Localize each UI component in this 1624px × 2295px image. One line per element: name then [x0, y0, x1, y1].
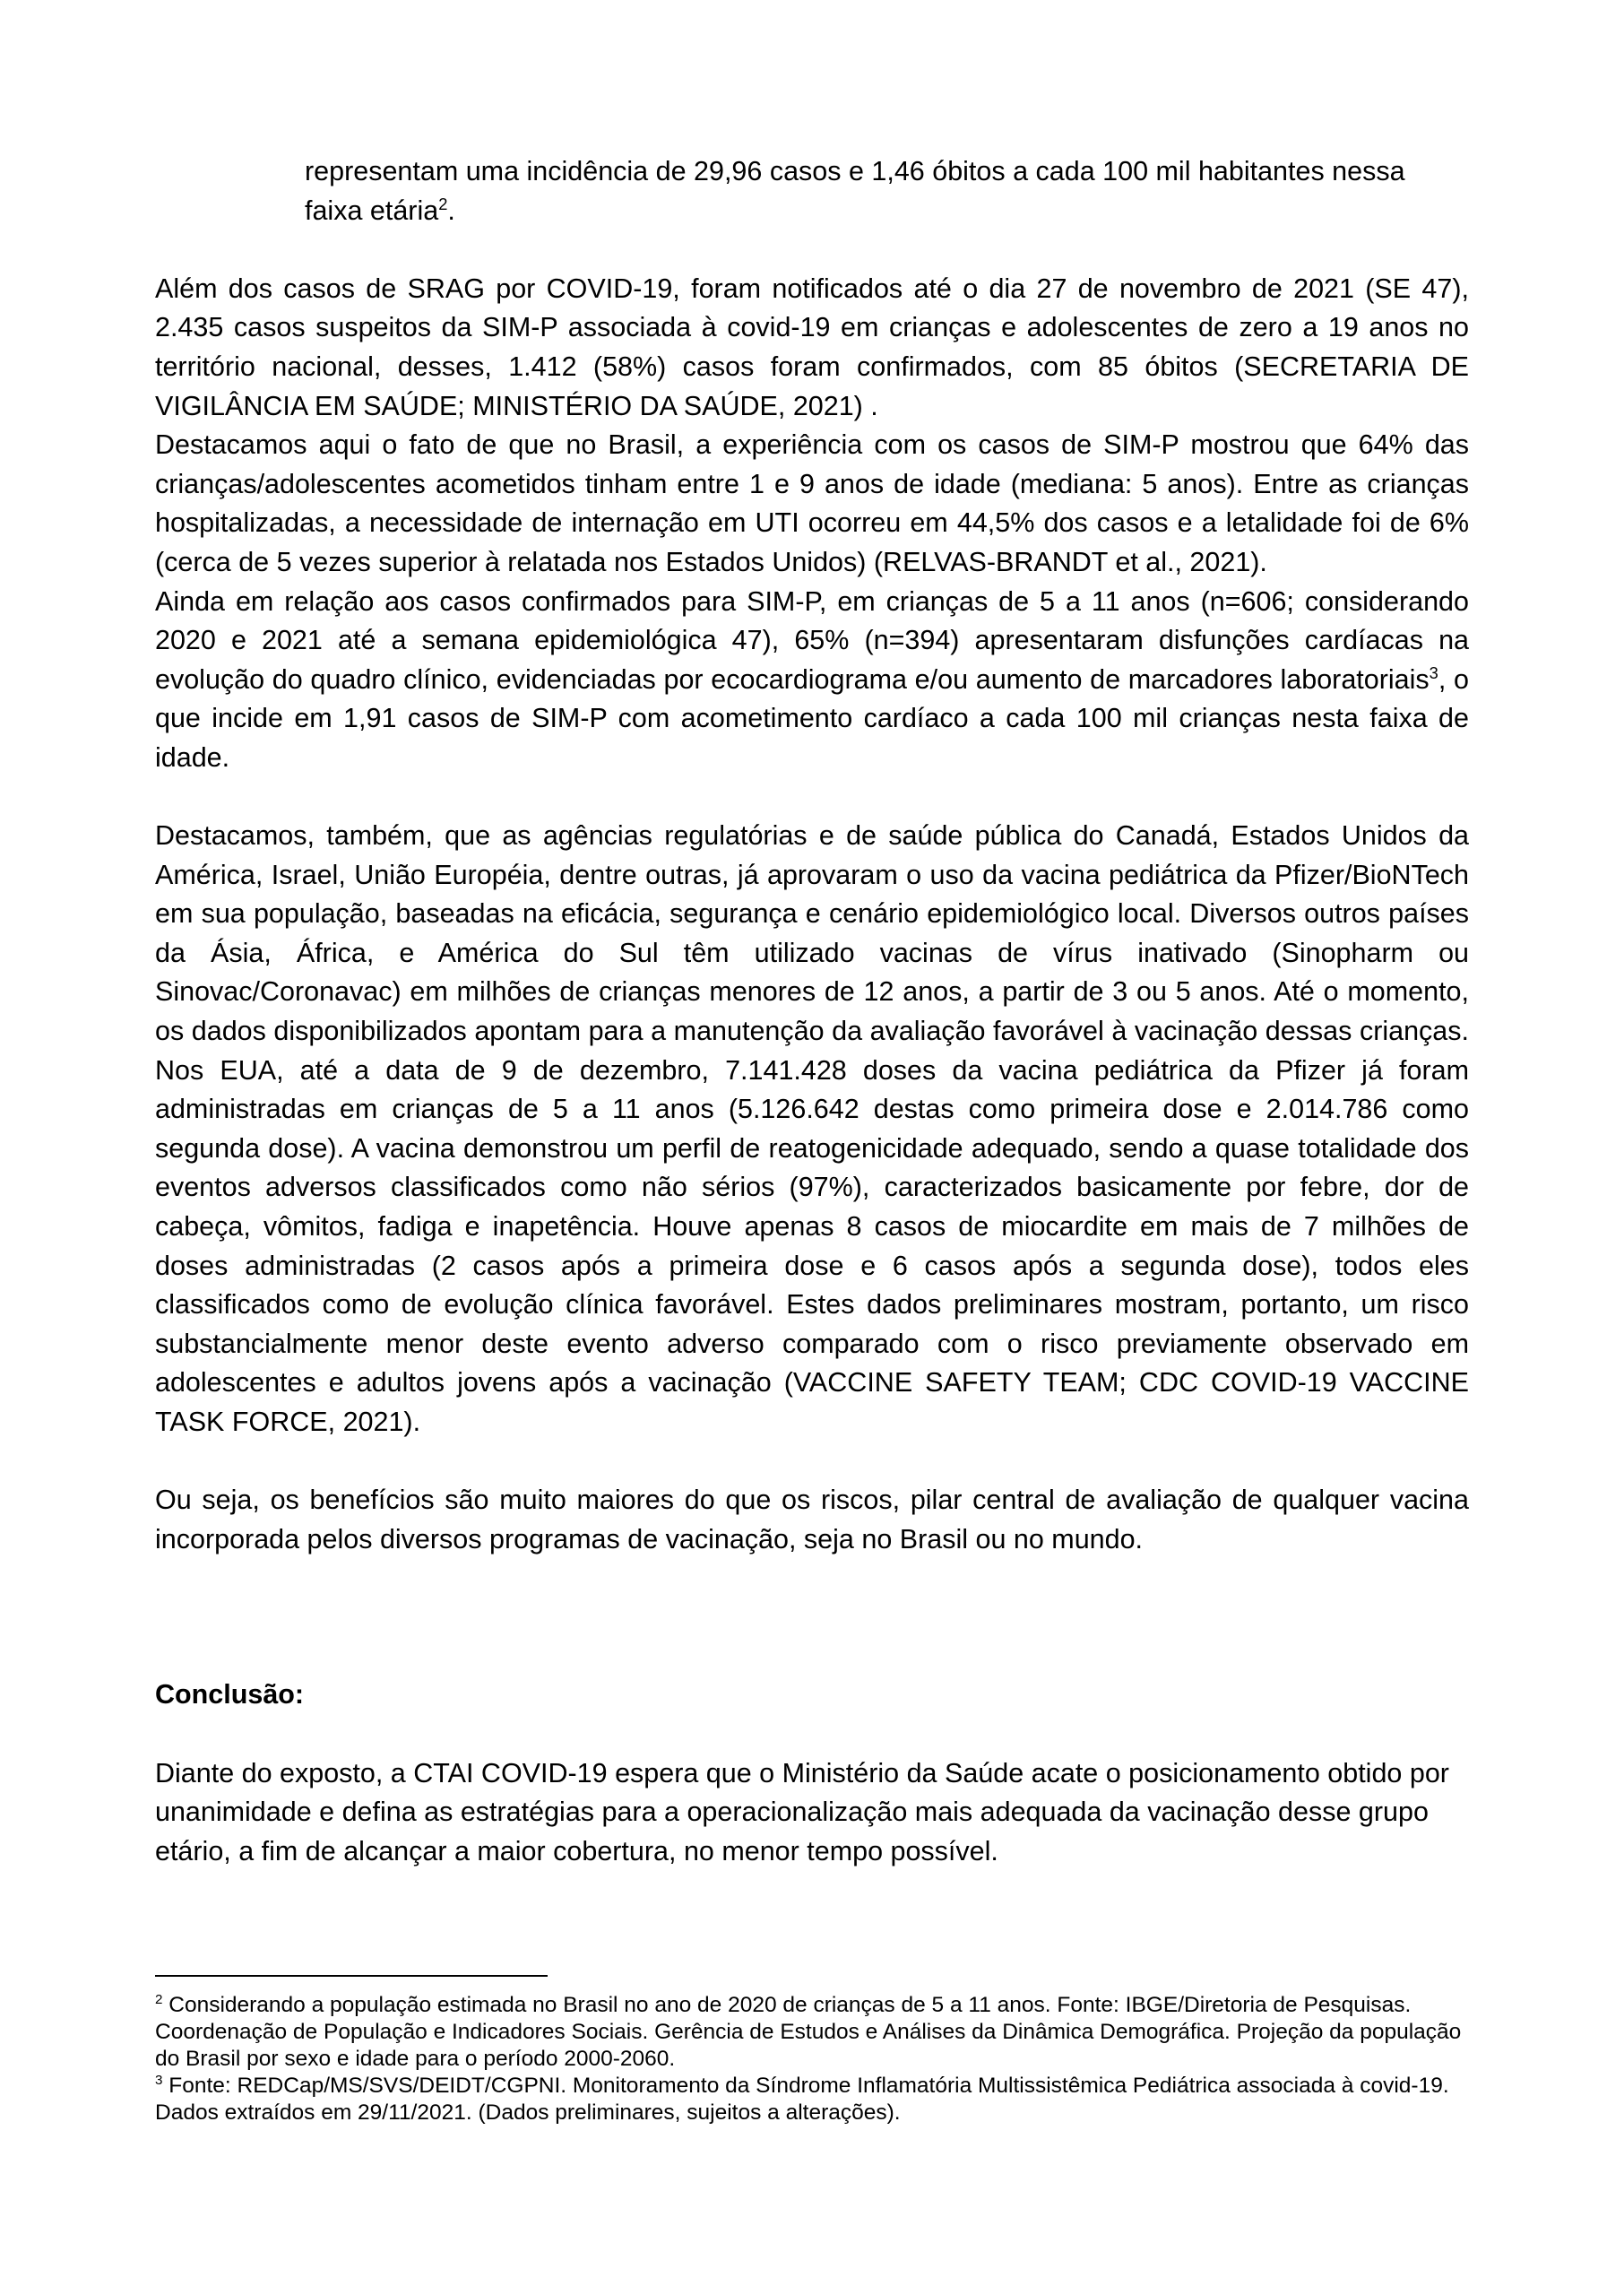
footnotes [155, 1992, 1469, 2126]
footnote-ref-3[interactable]: 3 [1429, 663, 1438, 682]
footnote-number: 2 [155, 1991, 163, 2007]
paragraph-simp-cardiacas [155, 583, 1469, 778]
continuation-text: representam uma incidência de 29,96 casos e 1,46 óbitos a cada 100 mil habitantes nessa faixa etária [305, 156, 1405, 226]
spacer [155, 1559, 1469, 1676]
continuation-paragraph [305, 152, 1469, 230]
footnote-text: Considerando a população estimada no Brasil no ano de 2020 de crianças de 5 a 11 anos. Fonte: IBGE/Diretoria de Pesquisas. Coordenação de População e Indicadores Sociais. Gerência de Estudos e Análises da Dinâmica Demográfica. Projeção da população do Brasil por sexo e idade para o período 2000-2060. [155, 1993, 1462, 2071]
spacer [155, 1442, 1469, 1482]
footnote-3 [155, 2073, 1469, 2126]
footnote-separator [155, 1975, 548, 1977]
paragraph-simp-experiencia: Destacamos aqui o fato de que no Brasil, a experiência com os casos de SIM-P mostrou que 64% das crianças/adolescentes acometidos tinham entre 1 e 9 anos de idade (mediana: 5 anos). Entre as crianças hospitalizadas, a necessidade de internação em UTI ocorreu em 44,5% dos casos e a letalidade foi de 6% (cerca de 5 vezes superior à relatada nos Estados Unidos) (RELVAS-BRANDT et al., 2021). [155, 429, 1469, 577]
document-page [155, 152, 1469, 1871]
conclusion-paragraph: Diante do exposto, a CTAI COVID-19 espera que o Ministério da Saúde acate o posicionamento obtido por unanimidade e defina as estratégias para a operacionalização mais adequada da vacinação desse grupo etário, a fim de alcançar a maior cobertura, no menor tempo possível. [155, 1757, 1449, 1866]
conclusion-heading: Conclusão: [155, 1679, 305, 1710]
footnote-number: 3 [155, 2072, 163, 2088]
spacer [155, 230, 1469, 270]
spacer [155, 778, 1469, 818]
paragraph-simp-suspeitos: Além dos casos de SRAG por COVID-19, foram notificados até o dia 27 de novembro de 2021 (SE 47), 2.435 casos suspeitos da SIM-P associada à covid-19 em crianças e adolescentes de zero a 19 anos no território nacional, desses, 1.412 (58%) casos foram confirmados, com 85 óbitos (SECRETARIA DE VIGILÂNCIA EM SAÚDE; MINISTÉRIO DA SAÚDE, 2021) . [155, 273, 1469, 421]
paragraph-agencias: Destacamos, também, que as agências regulatórias e de saúde pública do Canadá, Estados Unidos da América, Israel, União Européia, dentre outras, já aprovaram o uso da vacina pediátrica da Pfizer/BioNTech em sua população, baseadas na eficácia, segurança e cenário epidemiológico local. Diversos outros países da Ásia, África, e América do Sul têm utilizado vacinas de vírus inativado (Sinopharm ou Sinovac/Coronavac) em milhões de crianças menores de 12 anos, a partir de 3 ou 5 anos. Até o momento, os dados disponibilizados apontam para a manutenção da avaliação favorável à vacinação dessas crianças. Nos EUA, até a data de 9 de dezembro, 7.141.428 doses da vacina pediátrica da Pfizer já foram administradas em crianças de 5 a 11 anos (5.126.642 destas como primeira dose e 2.014.786 como segunda dose). A vacina demonstrou um perfil de reatogenicidade adequado, sendo a quase totalidade dos eventos adversos classificados como não sérios (97%), caracterizados basicamente por febre, dor de cabeça, vômitos, fadiga e inapetência. Houve apenas 8 casos de miocardite em mais de 7 milhões de doses administradas (2 casos após a primeira dose e 6 casos após a segunda dose), todos eles classificados como de evolução clínica favorável. Estes dados preliminares mostram, portanto, um risco substancialmente menor deste evento adverso comparado com o risco previamente observado em adolescentes e adultos jovens após a vacinação (VACCINE SAFETY TEAM; CDC COVID-19 VACCINE TASK FORCE, 2021). [155, 820, 1469, 1437]
footnote-text: Fonte: REDCap/MS/SVS/DEIDT/CGPNI. Monitoramento da Síndrome Inflamatória Multissistêmica Pediátrica associada à covid-19. Dados extraídos em 29/11/2021. (Dados preliminares, sujeitos a alterações). [155, 2074, 1449, 2125]
footnote-2 [155, 1992, 1469, 2073]
paragraph-text-before-ref: Ainda em relação aos casos confirmados para SIM-P, em crianças de 5 a 11 anos (n=606; considerando 2020 e 2021 até a semana epidemiológica 47), 65% (n=394) apresentaram disfunções cardíacas na evolução do quadro clínico, evidenciadas por ecocardiograma e/ou aumento de marcadores laboratoriais [155, 585, 1469, 695]
spacer [155, 1715, 1469, 1754]
footnote-ref-2[interactable]: 2 [438, 194, 448, 213]
paragraph-beneficios: Ou seja, os benefícios são muito maiores do que os riscos, pilar central de avaliação de qualquer vacina incorporada pelos diversos programas de vacinação, seja no Brasil ou no mundo. [155, 1485, 1469, 1555]
paragraph-text-after-ref: , o que incide em 1,91 casos de SIM-P com acometimento cardíaco a cada 100 mil crianças nesta faixa de idade. [155, 663, 1469, 773]
continuation-trailing: . [447, 195, 455, 226]
